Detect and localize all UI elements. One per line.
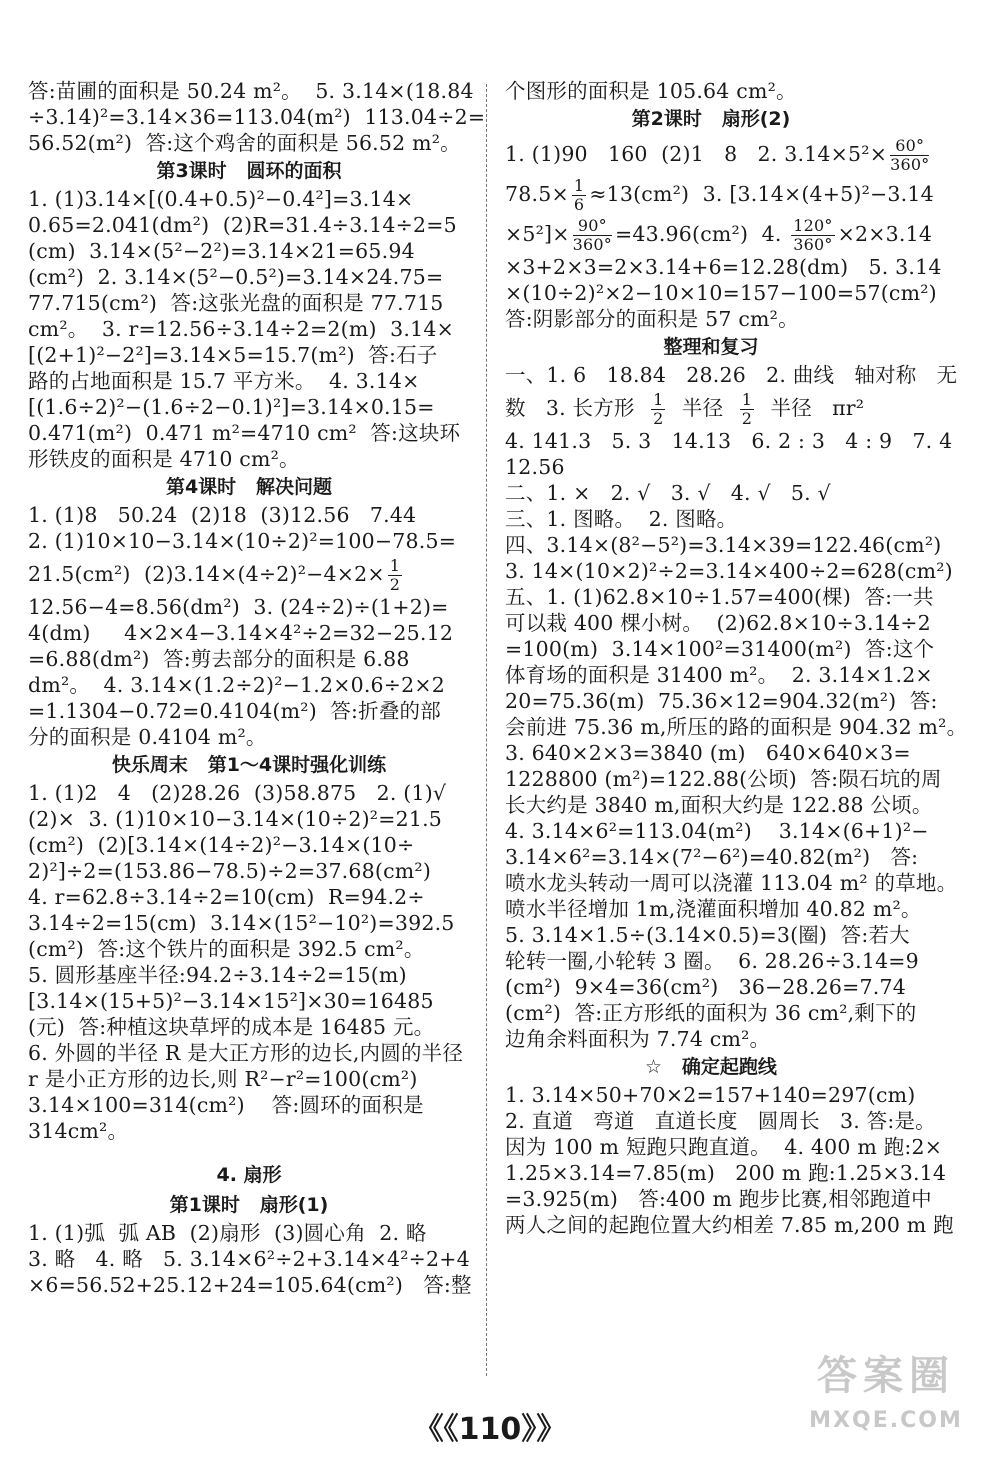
line-text: 半径 πr² bbox=[757, 396, 865, 420]
fraction bbox=[651, 391, 665, 428]
fraction bbox=[791, 217, 834, 254]
answer-line: 1. (1)2 4 (2)28.26 (3)58.875 2. (1)√ bbox=[28, 781, 447, 805]
line-text: 21.5(cm²) (2)3.14×(4÷2)²−4×2× bbox=[28, 562, 385, 586]
fraction-denominator: 2 bbox=[741, 409, 753, 428]
answer-line: 2)²]÷2=(153.86−78.5)÷2=37.68(cm²) bbox=[28, 859, 432, 883]
answer-line: 4. r=62.8÷3.14÷2=10(cm) R=94.2÷ bbox=[28, 885, 425, 909]
fraction-denominator: 6 bbox=[573, 195, 585, 214]
answer-line: 边角余料面积为 7.74 cm²。 bbox=[505, 1027, 771, 1051]
answer-line: 12.56 bbox=[505, 455, 565, 479]
line-text: =43.96(cm²) 4. bbox=[614, 222, 789, 246]
answer-line: 2. (1)10×10−3.14×(10÷2)²=100−78.5= bbox=[28, 529, 457, 553]
answer-line bbox=[28, 554, 470, 594]
answer-line: [(2+1)²−2²]=3.14×5=15.7(m²) 答:石子 bbox=[28, 343, 438, 367]
answer-line: =1.1304−0.72=0.4104(m²) 答:折叠的部 bbox=[28, 699, 441, 723]
fraction bbox=[890, 137, 929, 174]
answer-line: ÷3.14)²=3.14×36=113.04(m²) 113.04÷2= bbox=[28, 105, 486, 129]
answer-line: dm²。 4. 3.14×(1.2÷2)²−1.2×0.6÷2×2 bbox=[28, 673, 446, 697]
answer-line: 五、1. (1)62.8×10÷1.57=400(棵) 答:一共 bbox=[505, 585, 934, 609]
watermark-text: 答案圈 bbox=[817, 1353, 955, 1399]
answer-line: r 是小正方形的边长,则 R²−r²=100(cm²) bbox=[28, 1067, 418, 1091]
line-text: ×2×3.14 bbox=[837, 222, 933, 246]
answer-line: 20=75.36(m) 75.36×12=904.32(m²) 答: bbox=[505, 689, 938, 713]
answer-line: 答:阴影部分的面积是 57 cm²。 bbox=[505, 307, 799, 331]
line-text: 78.5× bbox=[505, 182, 569, 206]
answer-line: ×3+2×3=2×3.14+6=12.28(dm) 5. 3.14 bbox=[505, 255, 942, 279]
section-heading: ☆ 确定起跑线 bbox=[645, 1056, 777, 1078]
answer-line: 4(dm) 4×2×4−3.14×4²÷2=32−25.12 bbox=[28, 621, 454, 645]
answer-line: 答:苗圃的面积是 50.24 m²。 5. 3.14×(18.84 bbox=[28, 79, 474, 103]
section-heading: 4. 扇形 bbox=[216, 1164, 282, 1186]
answer-line: 3.14×100=314(cm²) 答:圆环的面积是 bbox=[28, 1093, 424, 1117]
answer-line: 5. 圆形基座半径:94.2÷3.14÷2=15(m) bbox=[28, 963, 407, 987]
line-text: 半径 bbox=[668, 396, 737, 420]
fraction-numerator: 1 bbox=[741, 390, 753, 409]
answer-line: 4. 3.14×6²=113.04(m²) 3.14×(6+1)²− bbox=[505, 819, 929, 843]
answer-line: 2. 直道 弯道 直道长度 圆周长 3. 答:是。 bbox=[505, 1109, 936, 1133]
answer-line bbox=[505, 214, 933, 254]
answer-line: 一、1. 6 18.84 28.26 2. 曲线 轴对称 无 bbox=[505, 363, 958, 387]
answer-line: (cm²) 答:这个铁片的面积是 392.5 cm²。 bbox=[28, 937, 425, 961]
answer-line: 4. 141.3 5. 3 14.13 6. 2 : 3 4 : 9 7. 4 bbox=[505, 429, 953, 453]
answer-line: =6.88(dm²) 答:剪去部分的面积是 6.88 bbox=[28, 647, 410, 671]
answer-line: 1. 3.14×50+70×2=157+140=297(cm) bbox=[505, 1083, 916, 1107]
watermark-logo bbox=[786, 1344, 986, 1454]
answer-line: 喷水半径增加 1m,浇灌面积增加 40.82 m²。 bbox=[505, 897, 922, 921]
answer-line: 1. (1)3.14×[(0.4+0.5)²−0.4²]=3.14× bbox=[28, 187, 414, 211]
fraction bbox=[572, 177, 586, 214]
right-column bbox=[505, 78, 968, 1238]
fraction-numerator: 1 bbox=[389, 556, 401, 575]
answer-line: 可以栽 400 棵小树。 (2)62.8×10÷3.14÷2 bbox=[505, 611, 931, 635]
answer-line: (cm²) 9×4=36(cm²) 36−28.26=7.74 bbox=[505, 975, 906, 999]
section-heading: 整理和复习 bbox=[663, 336, 759, 358]
answer-line: 轮转一圈,小轮转 3 圈。 6. 28.26÷3.14=9 bbox=[505, 949, 919, 973]
fraction-numerator: 60° bbox=[890, 137, 929, 156]
line-text: ≈13(cm²) 3. [3.14×(4+5)²−3.14 bbox=[589, 182, 934, 206]
answer-line: 1. (1)8 50.24 (2)18 (3)12.56 7.44 bbox=[28, 503, 417, 527]
answer-line: ×6=56.52+25.12+24=105.64(cm²) 答:整 bbox=[28, 1273, 472, 1297]
answer-line: [3.14×(15+5)²−3.14×15²]×30=16485 bbox=[28, 989, 434, 1013]
answer-line: 77.715(cm²) 答:这张光盘的面积是 77.715 bbox=[28, 291, 444, 315]
answer-line: 体育场的面积是 31400 m²。 2. 3.14×1.2× bbox=[505, 663, 933, 687]
left-column bbox=[28, 78, 486, 1298]
answer-line: =100(m) 3.14×100²=31400(m²) 答:这个 bbox=[505, 637, 935, 661]
answer-line: (cm²) (2)[3.14×(14÷2)²−3.14×(10÷ bbox=[28, 833, 415, 857]
line-text: ×5²]× bbox=[505, 222, 570, 246]
answer-line: (cm²) 2. 3.14×(5²−0.5²)=3.14×24.75= bbox=[28, 265, 444, 289]
answer-line: 路的占地面积是 15.7 平方米。 4. 3.14× bbox=[28, 369, 420, 393]
answer-line: (cm²) 答:正方形纸的面积为 36 cm²,剩下的 bbox=[505, 1001, 917, 1025]
fraction-denominator: 360° bbox=[793, 235, 833, 254]
answer-line: 0.471(m²) 0.471 m²=4710 cm² 答:这块环 bbox=[28, 421, 461, 445]
fraction bbox=[388, 557, 402, 594]
answer-line: 6. 外圆的半径 R 是大正方形的边长,内圆的半径 bbox=[28, 1041, 464, 1065]
answer-line: 三、1. 图略。 2. 图略。 bbox=[505, 507, 738, 531]
answer-line: 因为 100 m 短跑只跑直道。 4. 400 m 跑:2× bbox=[505, 1135, 943, 1159]
fraction-denominator: 360° bbox=[572, 235, 612, 254]
answer-line: 0.65=2.041(dm²) (2)R=31.4÷3.14÷2=5 bbox=[28, 213, 457, 237]
section-heading: 第4课时 解决问题 bbox=[165, 476, 333, 498]
answer-line: ×(10÷2)²×2−10×10=157−100=57(cm²) bbox=[505, 281, 937, 305]
answer-line: 12.56−4=8.56(dm²) 3. (24÷2)÷(1+2)= bbox=[28, 595, 449, 619]
fraction-numerator: 90° bbox=[573, 217, 612, 236]
answer-line: 5. 3.14×1.5÷(3.14×0.5)=3(圈) 答:若大 bbox=[505, 923, 910, 947]
answer-line: =3.925(m) 答:400 m 跑步比赛,相邻跑道中 bbox=[505, 1187, 932, 1211]
fraction bbox=[573, 217, 612, 254]
answer-line bbox=[505, 388, 917, 428]
answer-line: (2)× 3. (1)10×10−3.14×(10÷2)²=21.5 bbox=[28, 807, 443, 831]
line-text: 1. (1)90 160 (2)1 8 2. 3.14×5²× bbox=[505, 142, 888, 166]
answer-line: 形铁皮的面积是 4710 cm²。 bbox=[28, 447, 300, 471]
fraction-numerator: 1 bbox=[573, 176, 585, 195]
section-heading: 第2课时 扇形(2) bbox=[631, 108, 791, 130]
answer-line: 四、3.14×(8²−5²)=3.14×39=122.46(cm²) bbox=[505, 533, 942, 557]
section-heading: 第1课时 扇形(1) bbox=[169, 1194, 329, 1216]
section-heading: 快乐周末 第1～4课时强化训练 bbox=[111, 754, 387, 776]
answer-line: (元) 答:种植这块草坪的成本是 16485 元。 bbox=[28, 1015, 435, 1039]
section-heading: 第3课时 圆环的面积 bbox=[156, 160, 342, 182]
fraction-numerator: 1 bbox=[653, 390, 664, 409]
fraction-numerator: 120° bbox=[793, 216, 833, 235]
answer-line: 3. 14×(10×2)²÷2=3.14×400÷2=628(cm²) bbox=[505, 559, 953, 583]
answer-line: 3.14×6²=3.14×(7²−6²)=40.82(m²) 答: bbox=[505, 845, 919, 869]
answer-line bbox=[505, 174, 934, 214]
answer-line: 分的面积是 0.4104 m²。 bbox=[28, 725, 267, 749]
answer-line: 3. 略 4. 略 5. 3.14×6²÷2+3.14×4²÷2+4 bbox=[28, 1247, 470, 1271]
answer-line: 56.52(m²) 答:这个鸡舍的面积是 56.52 m²。 bbox=[28, 131, 461, 155]
answer-line: 1.25×3.14=7.85(m) 200 m 跑:1.25×3.14 bbox=[505, 1161, 947, 1185]
answer-line: 二、1. × 2. √ 3. √ 4. √ 5. √ bbox=[505, 481, 831, 505]
answer-line: 3. 640×2×3=3840 (m) 640×640×3= bbox=[505, 741, 911, 765]
answer-line: 个图形的面积是 105.64 cm²。 bbox=[505, 79, 797, 103]
answer-line: cm²。 3. r=12.56÷3.14÷2=2(m) 3.14× bbox=[28, 317, 454, 341]
answer-line: 会前进 75.36 m,所压的路的面积是 904.32 m²。 bbox=[505, 715, 968, 739]
line-text: 数 3. 长方形 bbox=[505, 396, 649, 420]
answer-line: 两人之间的起跑位置大约相差 7.85 m,200 m 跑 bbox=[505, 1213, 954, 1237]
answer-line: 1. (1)弧 弧 AB (2)扇形 (3)圆心角 2. 略 bbox=[28, 1221, 427, 1245]
answer-line: 喷水龙头转动一周可以浇灌 113.04 m² 的草地。 bbox=[505, 871, 958, 895]
fraction-denominator: 360° bbox=[890, 155, 930, 174]
watermark-url: MXQE.COM bbox=[809, 1408, 963, 1433]
fraction-denominator: 2 bbox=[653, 409, 664, 428]
answer-line: [(1.6÷2)²−(1.6÷2−0.1)²]=3.14×0.15= bbox=[28, 395, 435, 419]
answer-line bbox=[505, 134, 930, 174]
fraction bbox=[740, 391, 754, 428]
answer-line: (cm) 3.14×(5²−2²)=3.14×21=65.94 bbox=[28, 239, 415, 263]
answer-line: 长大约是 3840 m,面积大约是 122.88 公顷。 bbox=[505, 793, 933, 817]
column-divider bbox=[486, 84, 487, 1376]
answer-line: 3.14÷2=15(cm) 3.14×(15²−10²)=392.5 bbox=[28, 911, 455, 935]
answer-line: 314cm²。 bbox=[28, 1119, 129, 1143]
answer-line: 1228800 (m²)=122.88(公顷) 答:陨石坑的周 bbox=[505, 767, 942, 791]
page-number: 《《110》》 bbox=[413, 1412, 567, 1447]
fraction-denominator: 2 bbox=[389, 575, 401, 594]
